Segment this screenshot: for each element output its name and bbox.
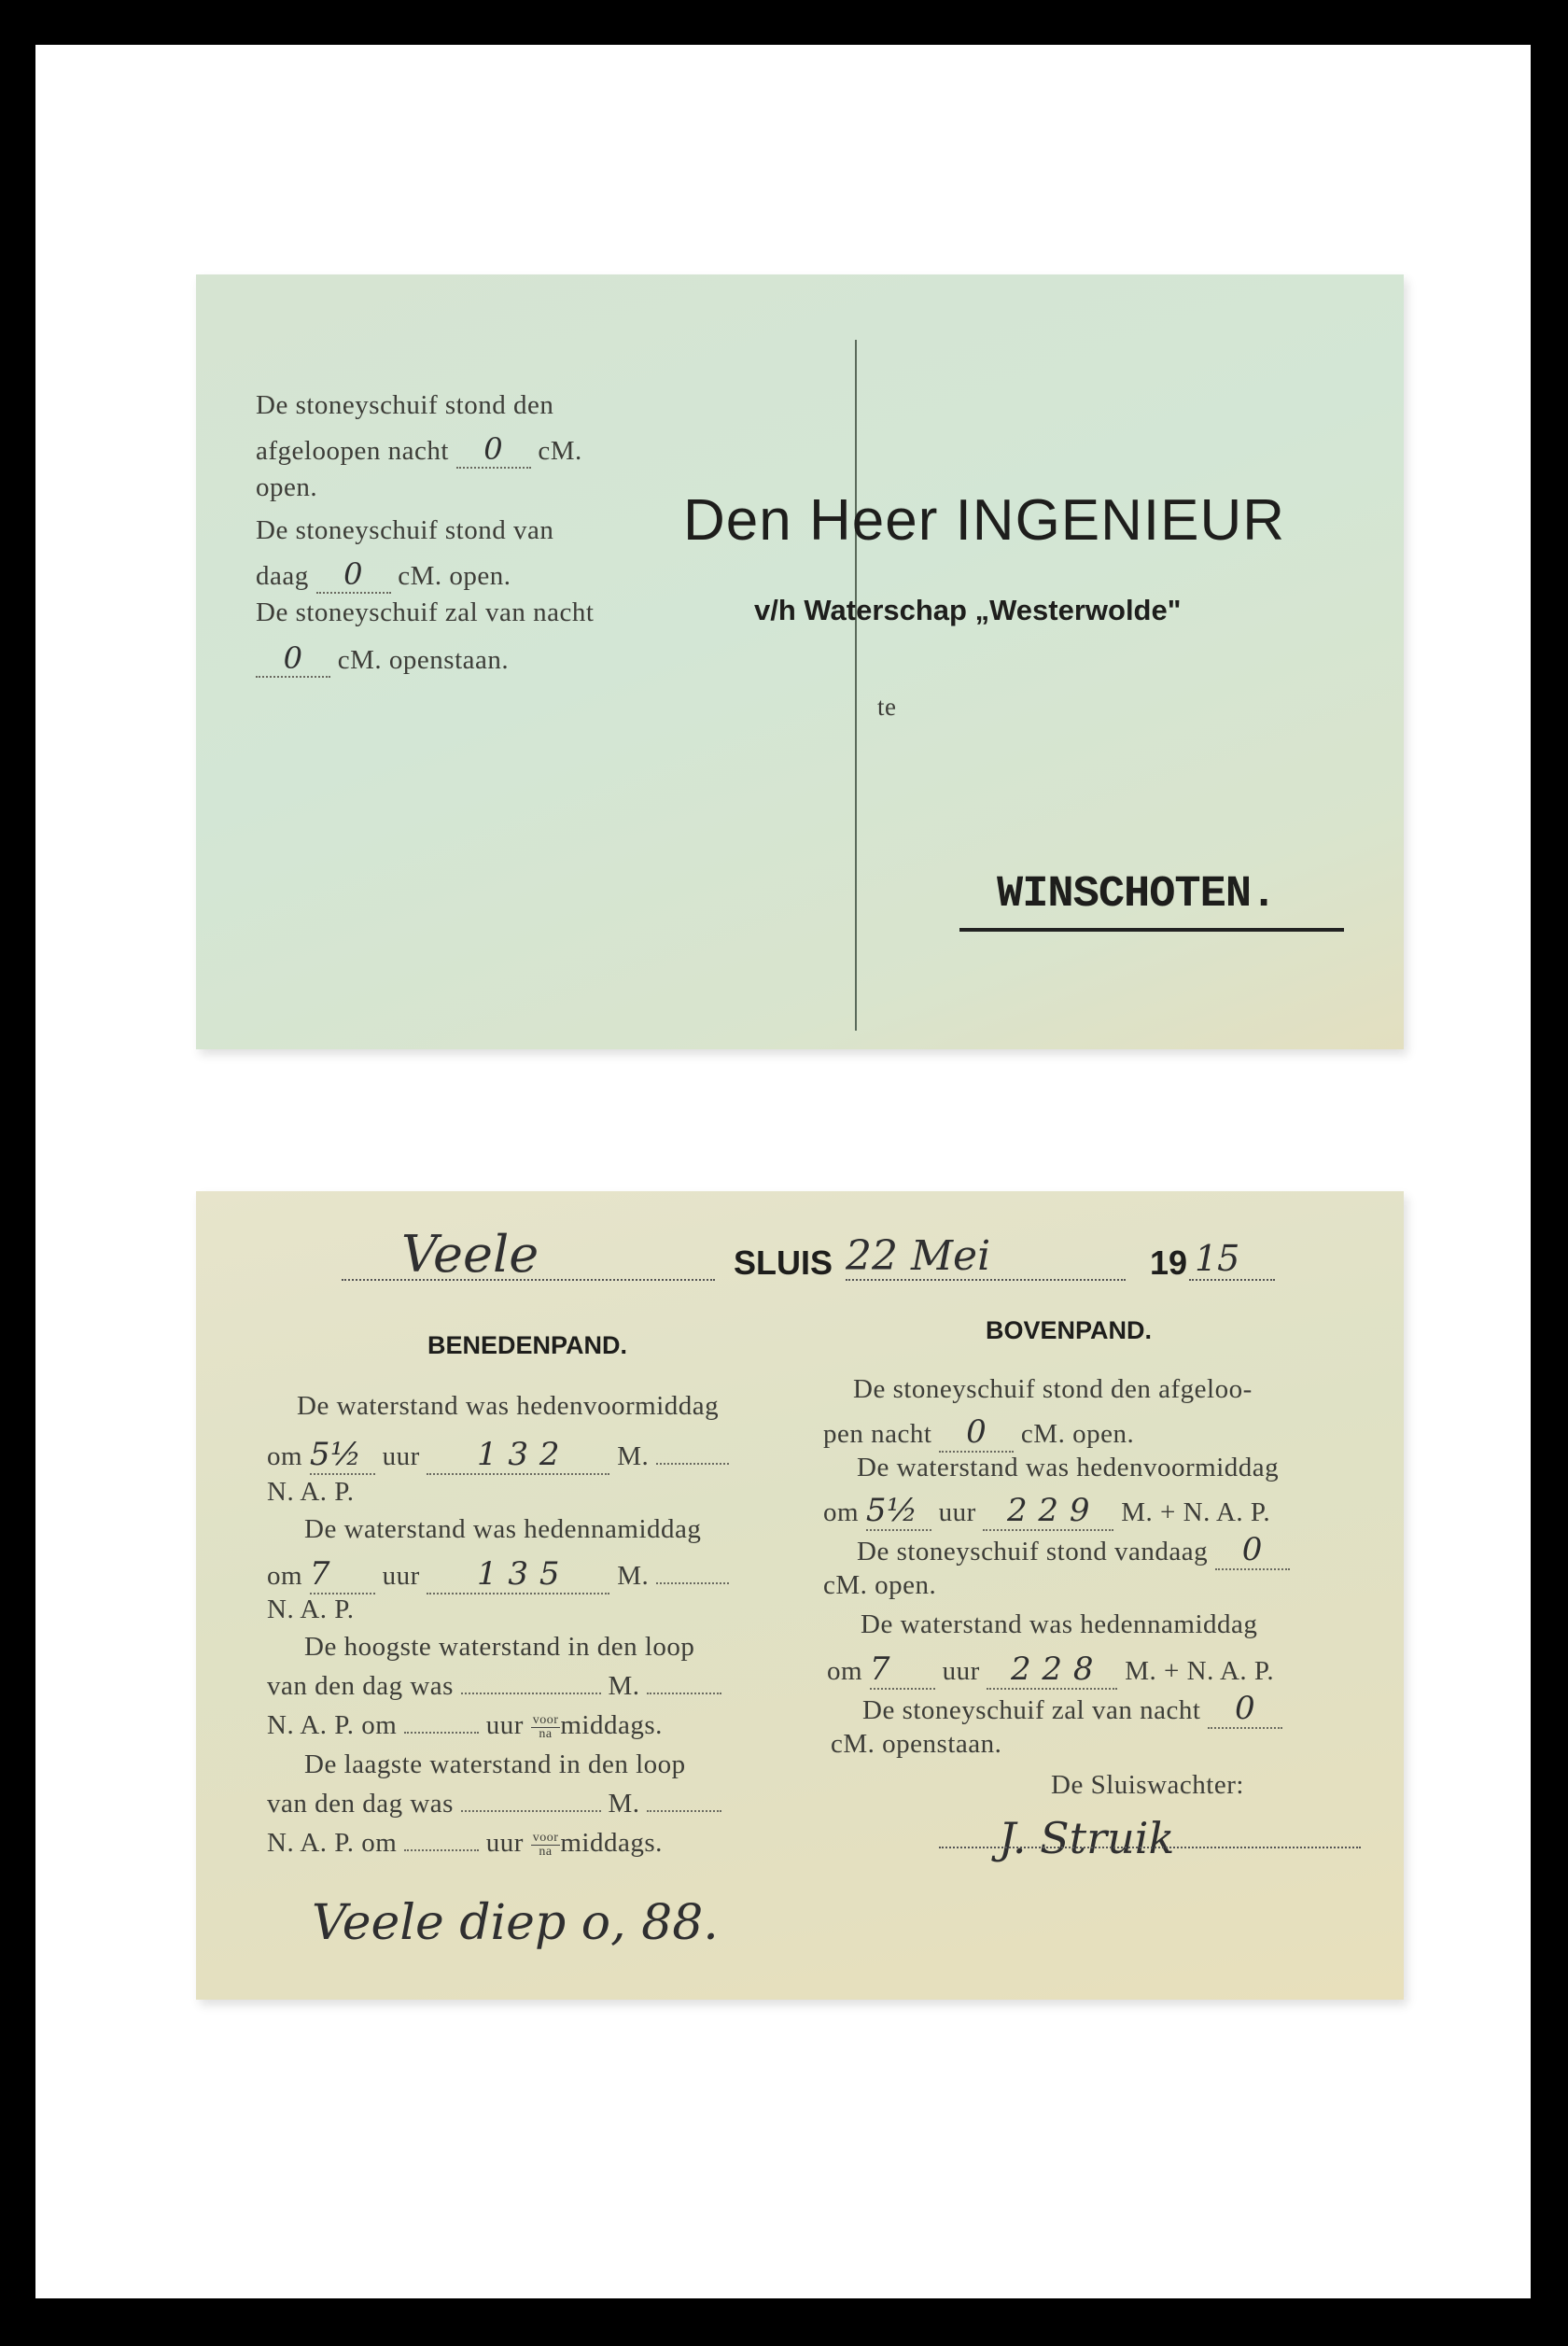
beneden-frac-2 [531, 1832, 561, 1859]
beneden-line-11 [267, 1789, 721, 1819]
boven-line-6: cM. open. [823, 1570, 937, 1600]
boven-value-nacht: 0 [939, 1413, 1014, 1453]
beneden-uur-2: uur [382, 1561, 420, 1591]
beneden-frac-1 [531, 1714, 561, 1741]
beneden-hoogste-middags: middags. [560, 1710, 663, 1740]
postcard-report-side [196, 1191, 1404, 2000]
date-handwritten: 22 Mei [846, 1232, 991, 1280]
beneden-line-3: N. A. P. [267, 1477, 355, 1507]
beneden-hoogste-uur: uur [485, 1710, 524, 1740]
beneden-time-2: 7 [310, 1555, 375, 1594]
bovenpand-title: BOVENPAND. [986, 1316, 1153, 1344]
boven-zal-label: De stoneyschuif zal van nacht [862, 1695, 1201, 1725]
boven-pen-nacht: pen nacht [823, 1419, 932, 1449]
left-line-2-text: afgeloopen nacht [256, 436, 449, 466]
beneden-laagste-time-dots [404, 1849, 479, 1851]
boven-line-7: De waterstand was hedennamiddag [861, 1609, 1258, 1639]
sluiswachter-label: De Sluiswachter: [1051, 1770, 1244, 1800]
beneden-om-2: om [267, 1561, 303, 1591]
boven-line-9 [862, 1690, 1282, 1729]
boven-om-2: om [827, 1656, 863, 1686]
left-line-2 [256, 431, 582, 469]
left-line-6: De stoneyschuif zal van nacht [256, 597, 595, 627]
beneden-line-12 [267, 1828, 663, 1859]
beneden-line-9 [267, 1710, 663, 1741]
boven-time-1: 5½ [866, 1492, 931, 1531]
boven-line-3: De waterstand was hedenvoormiddag [857, 1453, 1280, 1482]
left-line-5-text: daag [256, 561, 309, 591]
frac-voor-1: voor [532, 1712, 559, 1727]
boven-line-8 [827, 1651, 1274, 1690]
beneden-hoogste-dots-2 [647, 1693, 721, 1694]
left-line-7-unit: cM. openstaan. [337, 645, 510, 675]
beneden-om-1: om [267, 1441, 303, 1471]
frac-voor-2: voor [532, 1830, 559, 1845]
boven-value-1: 2 2 9 [983, 1492, 1113, 1531]
handwritten-note: Veele diep o, 88. [312, 1895, 719, 1951]
left-line-5-unit: cM. open. [398, 561, 511, 591]
sluis-label: SLUIS [734, 1243, 833, 1282]
beneden-laagste-uur: uur [485, 1828, 524, 1858]
beneden-line-4: De waterstand was hedennamiddag [304, 1514, 702, 1544]
boven-value-2: 2 2 8 [987, 1651, 1117, 1690]
boven-cm-open: cM. open. [1020, 1419, 1135, 1449]
beneden-hoogste-dots [461, 1693, 601, 1694]
signature: J. Struik [999, 1813, 1175, 1863]
divider-line [855, 340, 857, 1031]
year-dotline [1189, 1279, 1275, 1281]
beneden-laagste-dots [461, 1810, 601, 1812]
frac-na-1: na [539, 1726, 553, 1741]
boven-uur-2: uur [942, 1656, 980, 1686]
beneden-line-1: De waterstand was hedenvoormiddag [297, 1391, 720, 1421]
beneden-value-2: 1 3 5 [427, 1555, 609, 1594]
boven-vandaag-label: De stoneyschuif stond vandaag [857, 1537, 1209, 1566]
left-line-2-value: 0 [456, 431, 531, 469]
boven-om-1: om [823, 1497, 860, 1527]
boven-unit-2: M. + N. A. P. [1125, 1656, 1275, 1686]
beneden-laagste-dots-2 [647, 1810, 721, 1812]
beneden-laagste-label: van den dag was [267, 1789, 454, 1819]
left-line-5 [256, 556, 511, 594]
postcard-address-side [196, 274, 1404, 1049]
boven-line-5 [857, 1531, 1290, 1570]
year-prefix: 19 [1150, 1243, 1188, 1282]
boven-line-2 [823, 1413, 1134, 1453]
beneden-hoogste-unit: M. [608, 1671, 640, 1701]
address-te: te [877, 693, 897, 721]
left-line-5-value: 0 [316, 556, 391, 594]
beneden-laagste-unit: M. [608, 1789, 640, 1819]
left-line-4: De stoneyschuif stond van [256, 515, 554, 545]
beneden-hoogste-om: N. A. P. om [267, 1710, 398, 1740]
left-line-2-unit: cM. [538, 436, 582, 466]
year-suffix: 15 [1195, 1238, 1240, 1279]
signature-dotline [939, 1847, 1361, 1848]
boven-vandaag-value: 0 [1215, 1531, 1290, 1570]
boven-zal-value: 0 [1208, 1690, 1282, 1729]
left-line-1: De stoneyschuif stond den [256, 390, 554, 420]
beneden-line-10: De laagste waterstand in den loop [304, 1749, 686, 1779]
beneden-laagste-om: N. A. P. om [267, 1828, 398, 1858]
beneden-unit-2: M. [617, 1561, 650, 1591]
beneden-hoogste-label: van den dag was [267, 1671, 454, 1701]
boven-line-10: cM. openstaan. [831, 1729, 1002, 1759]
beneden-line-5 [267, 1555, 729, 1594]
frac-na-2: na [539, 1844, 553, 1859]
boven-uur-1: uur [938, 1497, 976, 1527]
beneden-unit-1: M. [617, 1441, 650, 1471]
beneden-uur-1: uur [382, 1441, 420, 1471]
beneden-line-8 [267, 1671, 721, 1702]
benedenpand-title: BENEDENPAND. [427, 1331, 628, 1359]
beneden-time-1: 5½ [310, 1436, 375, 1475]
boven-unit-1: M. + N. A. P. [1121, 1497, 1271, 1527]
beneden-value-1: 1 3 2 [427, 1436, 609, 1475]
beneden-dots-1 [656, 1463, 729, 1465]
left-line-3: open. [256, 472, 318, 502]
beneden-line-6: N. A. P. [267, 1594, 355, 1624]
left-line-7 [256, 640, 509, 678]
place-handwritten: Veele [401, 1225, 539, 1284]
beneden-hoogste-time-dots [404, 1732, 479, 1734]
beneden-laagste-middags: middags. [560, 1828, 663, 1858]
boven-line-1: De stoneyschuif stond den afgeloo- [853, 1374, 1253, 1404]
beneden-line-7: De hoogste waterstand in den loop [304, 1632, 695, 1662]
left-line-7-value: 0 [256, 640, 330, 678]
beneden-dots-2 [656, 1582, 729, 1584]
beneden-line-2 [267, 1436, 729, 1475]
boven-line-4 [823, 1492, 1270, 1531]
city-underline [959, 928, 1344, 932]
boven-time-2: 7 [870, 1651, 935, 1690]
address-city: WINSCHOTEN. [997, 870, 1277, 920]
addressee-subtitle: v/h Waterschap „Westerwolde" [754, 594, 1182, 626]
addressee-title: Den Heer INGENIEUR [683, 488, 1286, 553]
